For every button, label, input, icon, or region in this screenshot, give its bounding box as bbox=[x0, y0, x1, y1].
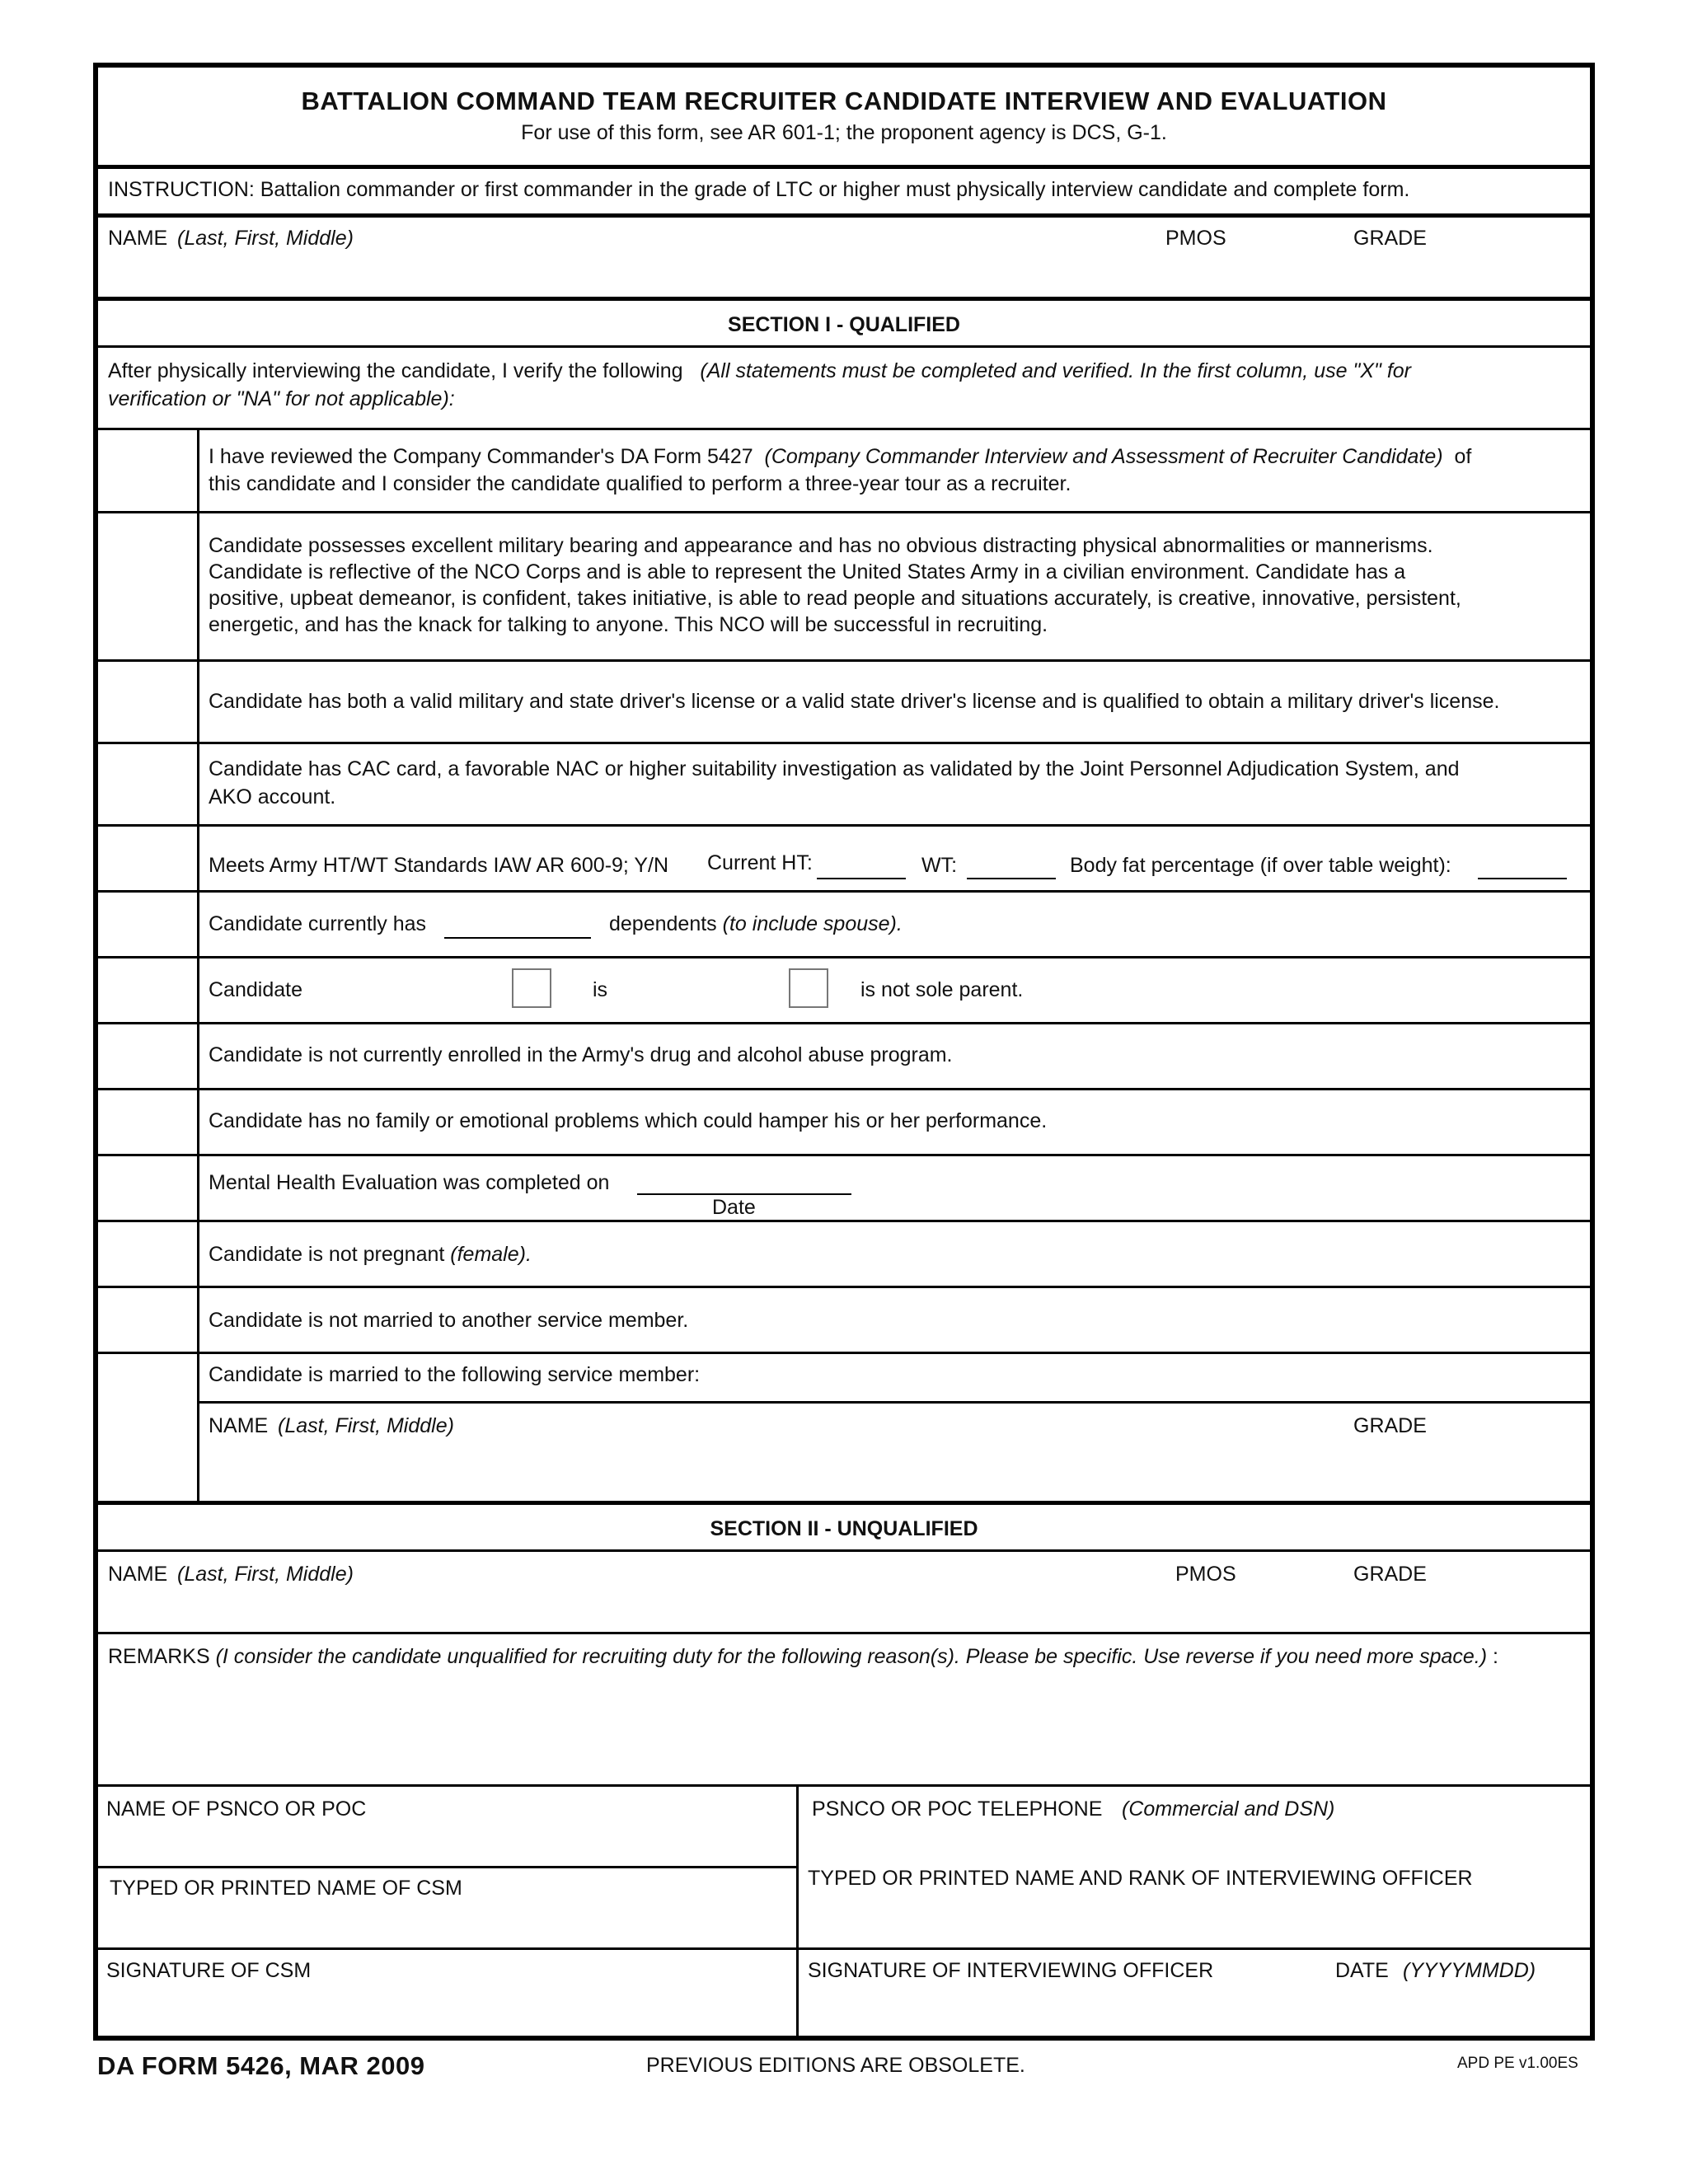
section1-intro bbox=[108, 359, 1411, 384]
officer-signature-field[interactable] bbox=[799, 1950, 1318, 2041]
s2-name-hint: (Last, First, Middle) bbox=[177, 1563, 354, 1586]
item2-line2: Candidate is reflective of the NCO Corps and is able to represent the United States Army in a civilian environment. Candidate has a bbox=[209, 560, 1406, 583]
verify-cell-3[interactable] bbox=[98, 661, 197, 742]
divider bbox=[98, 890, 1590, 893]
psnco-name-label: NAME OF PSNCO OR POC bbox=[106, 1797, 367, 1821]
form-id: DA FORM 5426, MAR 2009 bbox=[97, 2051, 425, 2080]
divider bbox=[98, 742, 1590, 744]
remarks-colon: : bbox=[1493, 1645, 1498, 1668]
verify-cell-7[interactable] bbox=[98, 958, 197, 1022]
instruction-text: INSTRUCTION: Battalion commander or first commander in the grade of LTC or higher must physically interview candidate and complete form. bbox=[108, 178, 1410, 201]
item12-text: Candidate is not married to another service member. bbox=[209, 1309, 689, 1332]
item5-wt-label: WT: bbox=[921, 854, 958, 877]
divider bbox=[98, 1022, 1590, 1024]
divider bbox=[98, 956, 1590, 958]
divider bbox=[98, 1501, 1590, 1505]
verify-cell-6[interactable] bbox=[98, 892, 197, 956]
item6-dependents bbox=[609, 912, 903, 937]
dependents-input-line[interactable] bbox=[444, 937, 591, 939]
divider bbox=[98, 511, 1590, 513]
item1-line1 bbox=[209, 444, 1471, 470]
s2-grade-label: GRADE bbox=[1353, 1563, 1427, 1586]
is-not-sole-parent-checkbox[interactable] bbox=[789, 968, 828, 1008]
remarks-hint: (I consider the candidate unqualified for recruiting duty for the following reason(s). Please be specific. Use reverse if you need more space.) bbox=[215, 1645, 1488, 1668]
section1-heading: SECTION I - QUALIFIED bbox=[728, 313, 960, 336]
item13-grade-label: GRADE bbox=[1353, 1414, 1427, 1437]
psnco-phone-field[interactable] bbox=[799, 1787, 1590, 1866]
wt-input-line[interactable] bbox=[967, 878, 1056, 879]
item11-text bbox=[209, 1242, 532, 1268]
s2-name-label: NAME bbox=[108, 1563, 168, 1586]
verify-cell-9[interactable] bbox=[98, 1090, 197, 1154]
body-fat-input-line[interactable] bbox=[1478, 878, 1567, 879]
obsolete-notice: PREVIOUS EDITIONS ARE OBSOLETE. bbox=[646, 2054, 1025, 2077]
item5-bf-label: Body fat percentage (if over table weight): bbox=[1070, 854, 1451, 877]
verify-cell-8[interactable] bbox=[98, 1024, 197, 1088]
name-hint: (Last, First, Middle) bbox=[177, 227, 354, 250]
item11-hint: (female). bbox=[450, 1243, 532, 1266]
section2-heading: SECTION II - UNQUALIFIED bbox=[710, 1517, 978, 1540]
divider bbox=[98, 1286, 1590, 1288]
officer-name-field[interactable] bbox=[799, 1868, 1590, 1947]
officer-signature-label: SIGNATURE OF INTERVIEWING OFFICER bbox=[808, 1959, 1214, 1982]
form-subtitle: For use of this form, see AR 601-1; the proponent agency is DCS, G-1. bbox=[521, 121, 1167, 144]
item10-date-label: Date bbox=[712, 1196, 756, 1219]
item6-hint: (to include spouse). bbox=[722, 912, 903, 935]
officer-name-label: TYPED OR PRINTED NAME AND RANK OF INTERVIEWING OFFICER bbox=[808, 1867, 1473, 1890]
psnco-phone-hint: (Commercial and DSN) bbox=[1122, 1797, 1335, 1821]
verify-cell-10[interactable] bbox=[98, 1155, 197, 1220]
item4-line2: AKO account. bbox=[209, 785, 336, 808]
divider bbox=[98, 165, 1590, 169]
item1-text: I have reviewed the Company Commander's DA Form 5427 bbox=[209, 445, 753, 468]
date-field[interactable] bbox=[1318, 1950, 1590, 2041]
verify-cell-2[interactable] bbox=[98, 513, 197, 659]
form-title: BATTALION COMMAND TEAM RECRUITER CANDIDATE INTERVIEW AND EVALUATION bbox=[301, 87, 1387, 115]
psnco-name-field[interactable] bbox=[98, 1787, 795, 1866]
item11-label: Candidate is not pregnant bbox=[209, 1243, 445, 1266]
name-label: NAME bbox=[108, 227, 168, 250]
is-sole-parent-checkbox[interactable] bbox=[512, 968, 551, 1008]
verify-cell-12[interactable] bbox=[98, 1287, 197, 1352]
csm-signature-label: SIGNATURE OF CSM bbox=[106, 1959, 312, 1982]
divider bbox=[98, 345, 1590, 348]
verify-cell-5[interactable] bbox=[98, 826, 197, 890]
item5-ht-label: Current HT: bbox=[707, 851, 813, 874]
remarks-field[interactable] bbox=[98, 1634, 1590, 1784]
divider bbox=[98, 1220, 1590, 1222]
intro-plain: After physically interviewing the candidate, I verify the following bbox=[108, 359, 683, 382]
divider bbox=[98, 297, 1590, 301]
item6-text: Candidate currently has bbox=[209, 912, 427, 935]
intro-italic: (All statements must be completed and verified. In the first column, use "X" for bbox=[700, 359, 1411, 382]
item9-text: Candidate has no family or emotional problems which could hamper his or her performance. bbox=[209, 1109, 1048, 1132]
item3-text: Candidate has both a valid military and state driver's license or a valid state driver's license and is qualified to obtain a military driver's license. bbox=[209, 690, 1500, 713]
verify-cell-13[interactable] bbox=[98, 1353, 197, 1500]
remarks-label-line bbox=[108, 1644, 1498, 1670]
psnco-phone-label: PSNCO OR POC TELEPHONE bbox=[812, 1797, 1103, 1821]
date-hint: (YYYYMMDD) bbox=[1403, 1959, 1536, 1982]
version-label: APD PE v1.00ES bbox=[1457, 2055, 1578, 2072]
divider bbox=[98, 824, 1590, 827]
item5-text: Meets Army HT/WT Standards IAW AR 600-9; Y/N bbox=[209, 854, 669, 877]
verify-cell-1[interactable] bbox=[98, 430, 197, 511]
item7-isnot: is not sole parent. bbox=[860, 978, 1024, 1001]
csm-name-field[interactable] bbox=[98, 1868, 795, 1947]
item2-line4: energetic, and has the knack for talking to anyone. This NCO will be successful in recruiting. bbox=[209, 613, 1048, 636]
csm-name-label: TYPED OR PRINTED NAME OF CSM bbox=[110, 1877, 462, 1900]
divider bbox=[98, 1154, 1590, 1156]
date-label: DATE bbox=[1335, 1959, 1389, 1982]
item13-name-label: NAME bbox=[209, 1414, 269, 1437]
item6-dependents-label: dependents bbox=[609, 912, 717, 935]
divider bbox=[98, 659, 1590, 662]
item13-name-hint: (Last, First, Middle) bbox=[278, 1414, 454, 1437]
item2-line3: positive, upbeat demeanor, is confident, takes initiative, is able to read people and situations accurately, is creative, innovative, persistent, bbox=[209, 587, 1461, 610]
item1-line2: this candidate and I consider the candidate qualified to perform a three-year tour as a recruiter. bbox=[209, 472, 1071, 495]
checklist-column-divider bbox=[197, 428, 199, 1502]
pmos-label: PMOS bbox=[1165, 227, 1226, 250]
item2-line1: Candidate possesses excellent military bearing and appearance and has no obvious distracting physical abnormalities or mannerisms. bbox=[209, 534, 1433, 557]
intro-italic-cont: verification or "NA" for not applicable): bbox=[108, 387, 455, 410]
divider bbox=[98, 428, 1590, 430]
item7-text: Candidate bbox=[209, 978, 302, 1001]
item8-text: Candidate is not currently enrolled in the Army's drug and alcohol abuse program. bbox=[209, 1043, 953, 1066]
csm-signature-field[interactable] bbox=[98, 1950, 795, 2041]
item10-text: Mental Health Evaluation was completed on bbox=[209, 1171, 610, 1194]
remarks-label: REMARKS bbox=[108, 1645, 210, 1668]
verify-cell-4[interactable] bbox=[98, 743, 197, 824]
item13-text: Candidate is married to the following service member: bbox=[209, 1363, 701, 1386]
item7-is: is bbox=[593, 978, 608, 1001]
form-frame bbox=[93, 63, 1595, 2041]
item1-of: of bbox=[1454, 445, 1472, 468]
verify-cell-11[interactable] bbox=[98, 1221, 197, 1286]
ht-input-line[interactable] bbox=[817, 878, 906, 879]
grade-label: GRADE bbox=[1353, 227, 1427, 250]
s2-pmos-label: PMOS bbox=[1175, 1563, 1236, 1586]
divider bbox=[98, 1088, 1590, 1090]
item4-line1: Candidate has CAC card, a favorable NAC or higher suitability investigation as validated by the Joint Personnel Adjudication System, and bbox=[209, 757, 1460, 780]
item1-italic: (Company Commander Interview and Assessment of Recruiter Candidate) bbox=[764, 445, 1443, 468]
divider bbox=[98, 1352, 1590, 1354]
